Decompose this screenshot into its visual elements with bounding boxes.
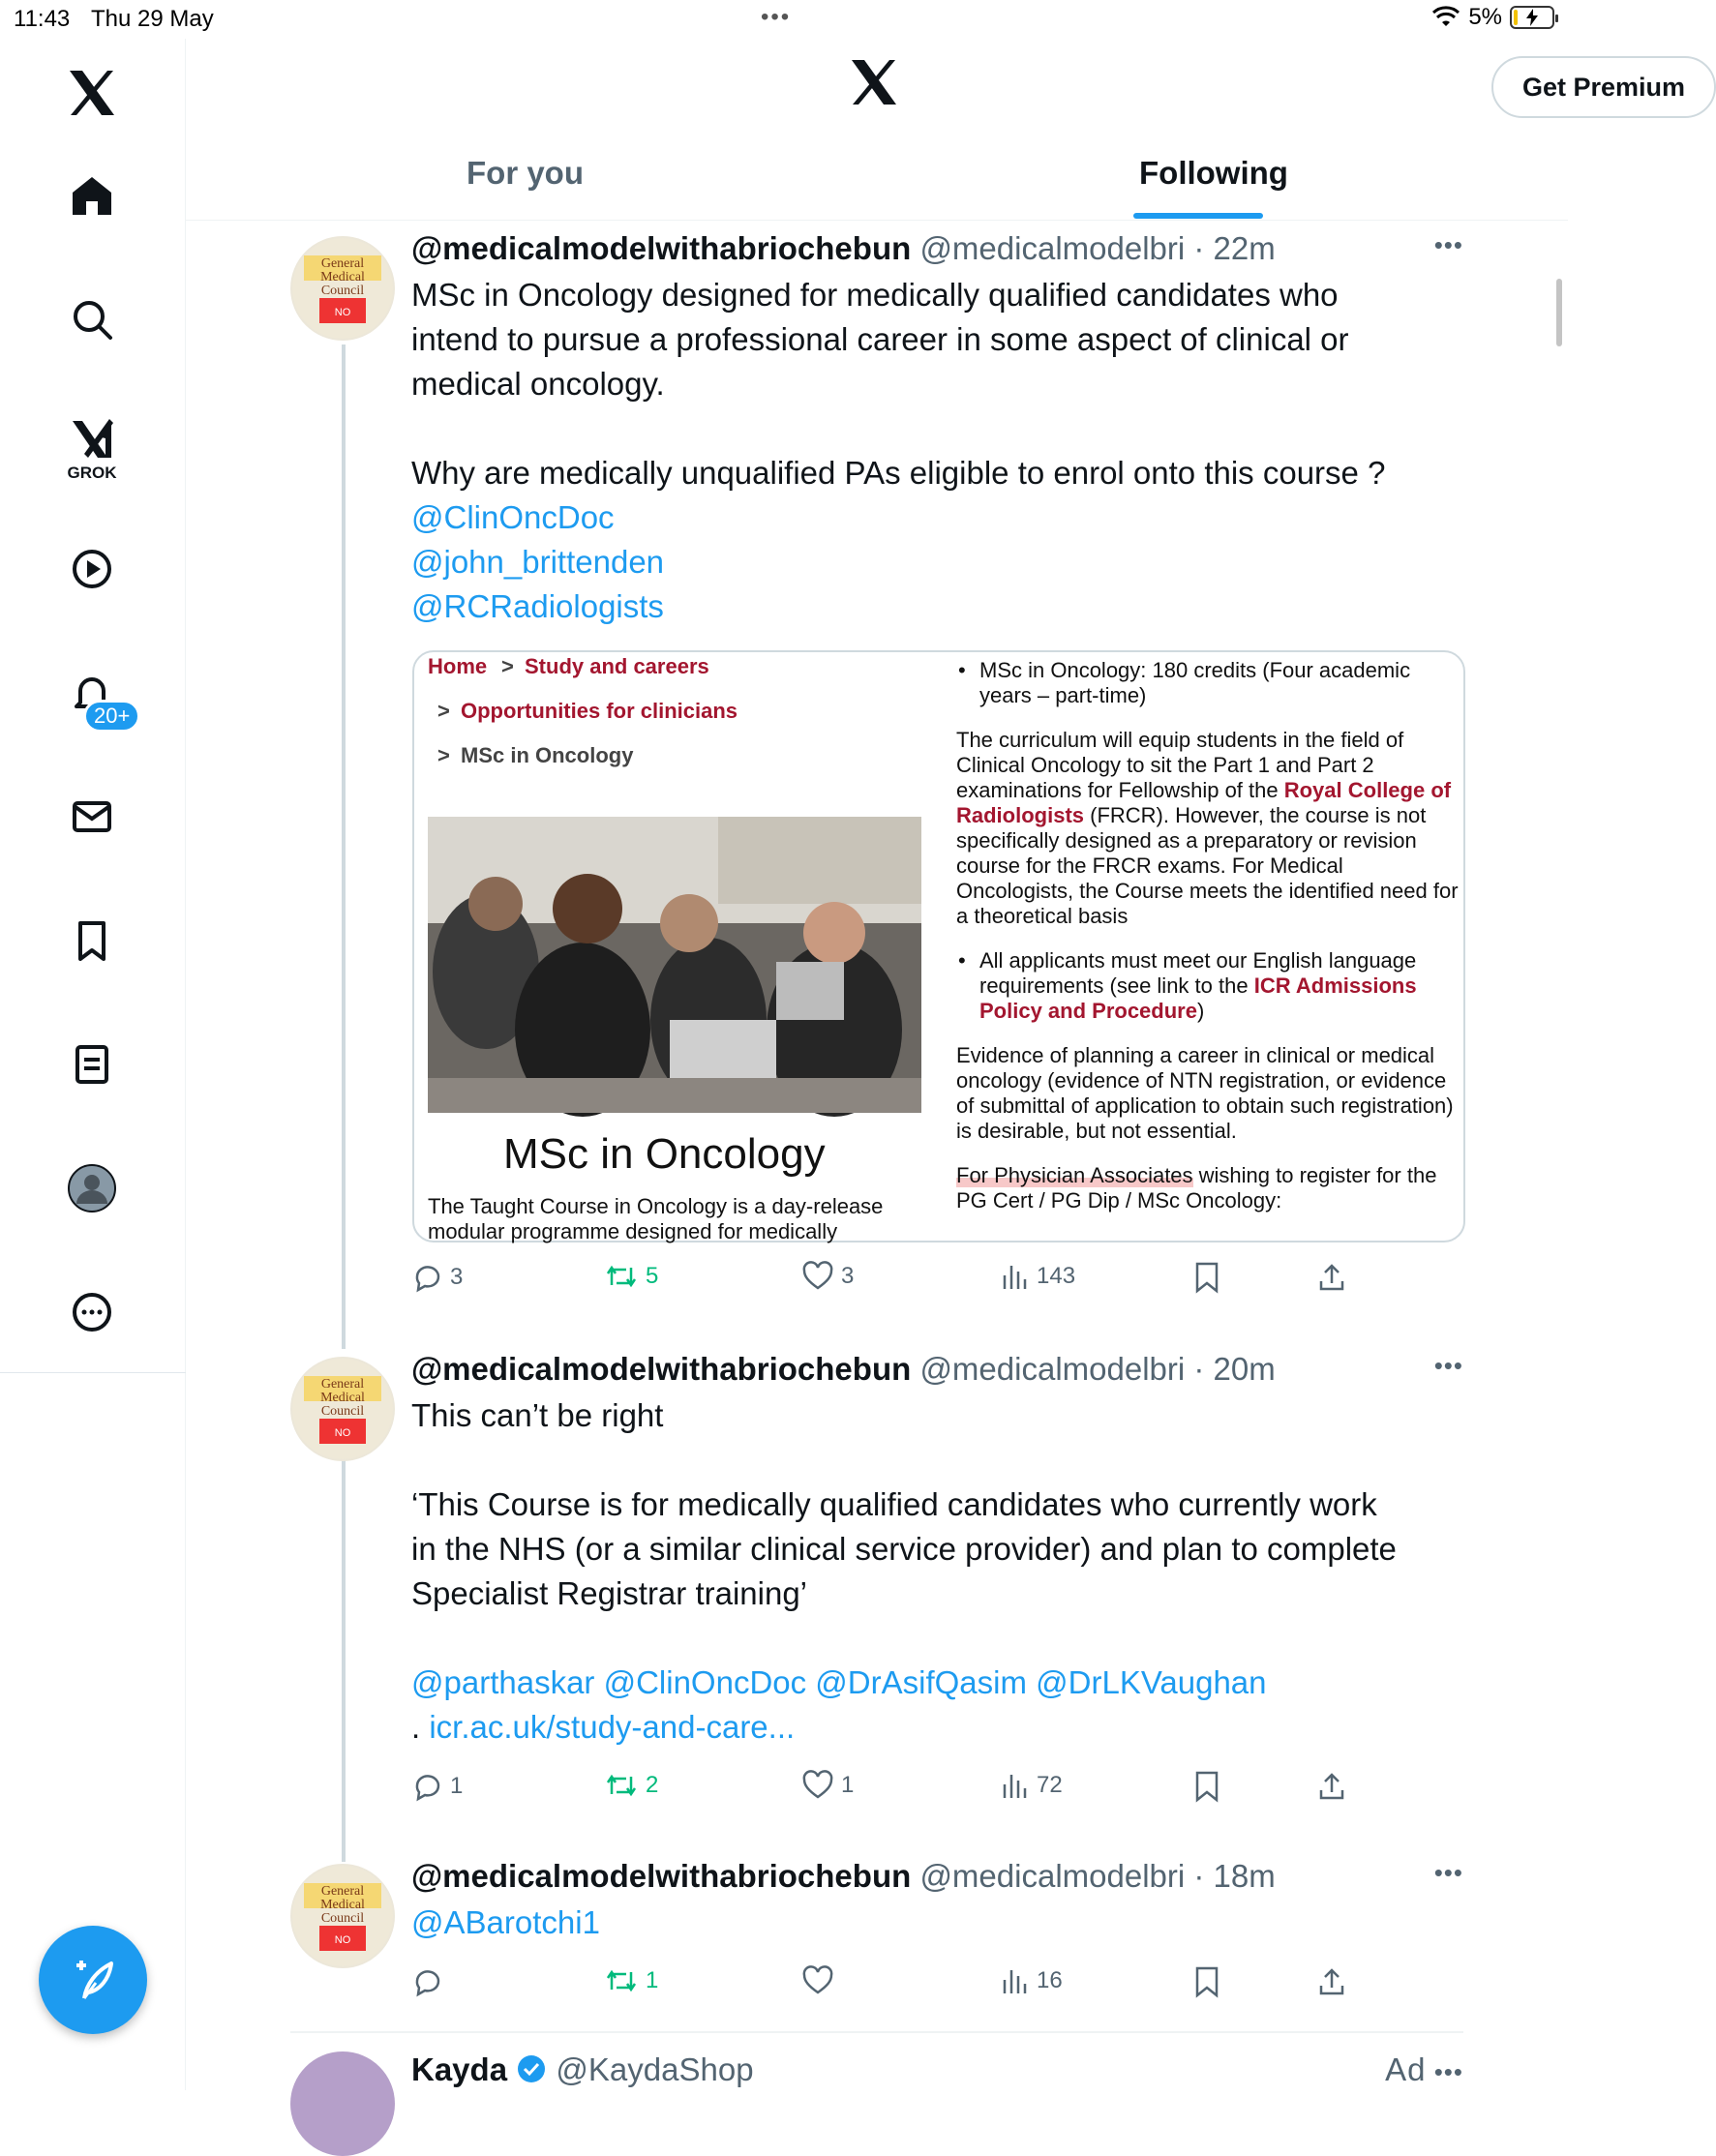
battery-icon	[1510, 6, 1554, 29]
compose-feather-icon	[69, 1956, 117, 2004]
heart-icon	[802, 1262, 833, 1291]
svg-text:NO: NO	[334, 1427, 351, 1439]
reply-icon	[411, 1771, 442, 1802]
status-right	[1431, 4, 1554, 31]
crumb-opportunities: Opportunities for clinicians	[461, 699, 738, 723]
get-premium-button[interactable]: Get Premium	[1491, 56, 1716, 118]
bookmark-button[interactable]	[1193, 1966, 1220, 1997]
ad-tweet[interactable]	[290, 2051, 1463, 2090]
views-button[interactable]: 16	[1000, 1966, 1063, 1995]
more-icon[interactable]	[61, 1281, 123, 1343]
messages-icon[interactable]	[61, 786, 123, 848]
reply-button[interactable]: 3	[411, 1262, 463, 1293]
status-bar	[0, 0, 1568, 39]
mention-line[interactable]: @parthaskar @ClinOncDoc @DrAsifQasim @DrLKVaughan	[411, 1664, 1267, 1700]
more-options-icon[interactable]: •••	[1433, 1858, 1463, 1887]
heart-icon	[802, 1966, 833, 1995]
verified-badge-icon	[516, 2053, 547, 2084]
bookmark-button[interactable]	[1193, 1771, 1220, 1802]
author-handle[interactable]: @medicalmodelbri	[919, 1351, 1186, 1387]
like-button[interactable]: 1	[802, 1771, 854, 1800]
share-icon	[1317, 1966, 1346, 1997]
bookmark-icon	[1193, 1771, 1220, 1802]
multitask-dots[interactable]: •••	[761, 4, 792, 30]
crumb-study: Study and careers	[525, 654, 709, 678]
more-options-icon[interactable]: •••	[1433, 230, 1463, 259]
search-icon[interactable]	[61, 288, 123, 350]
repost-icon	[605, 1262, 638, 1291]
tweet[interactable]	[290, 1351, 1463, 1835]
bookmark-button[interactable]	[1193, 1262, 1220, 1293]
status-time: 11:43	[14, 6, 71, 32]
notifications-badge: 20+	[83, 700, 140, 733]
tweet-divider	[290, 2031, 1463, 2033]
tab-following[interactable]: Following	[1139, 155, 1288, 191]
svg-text:NO: NO	[334, 307, 351, 318]
tweet[interactable]	[290, 1858, 1463, 1974]
media-paragraph: Evidence of planning a career in clinical or medical oncology (evidence of NTN registration, or evidence of submittal of application to obtain such registration) is desirable, but not essential.	[956, 1043, 1454, 1143]
tweet-text: This can’t be right ‘This Course is for medically qualified candidates who currently work in the NHS (or a similar clinical service provider) and plan to complete Specialist Registrar training’	[411, 1397, 1397, 1611]
repost-button[interactable]: 5	[605, 1262, 658, 1291]
svg-text:Medical: Medical	[320, 1391, 365, 1405]
mention-link[interactable]: @RCRadiologists	[411, 588, 664, 624]
svg-text:NO: NO	[334, 1934, 351, 1946]
tweet[interactable]	[290, 230, 1463, 666]
grok-nav[interactable]	[61, 406, 123, 494]
author-handle[interactable]: @medicalmodelbri	[919, 1858, 1186, 1894]
timeline-header	[186, 39, 1686, 221]
reply-icon	[411, 1262, 442, 1293]
x-logo-icon[interactable]	[61, 62, 123, 124]
crumb-msc: MSc in Oncology	[461, 743, 634, 767]
share-icon	[1317, 1771, 1346, 1802]
media-description: The Taught Course in Oncology is a day-release modular programme designed for medically	[428, 1194, 884, 1243]
repost-button[interactable]: 2	[605, 1771, 658, 1800]
author-name[interactable]: @medicalmodelwithabriochebun	[411, 230, 912, 266]
svg-text:Medical: Medical	[320, 270, 365, 284]
battery-percent: 5%	[1468, 4, 1502, 30]
more-options-icon[interactable]: •••	[1433, 1351, 1463, 1380]
tweet-header	[411, 230, 1276, 267]
ad-label: Ad	[1385, 2051, 1427, 2087]
like-button[interactable]	[802, 1966, 833, 1995]
reply-icon	[411, 1966, 442, 1997]
bookmarks-icon[interactable]	[61, 910, 123, 972]
tweet-header	[411, 2051, 754, 2088]
dot-separator: ·	[1185, 230, 1214, 266]
repost-button[interactable]: 1	[605, 1966, 658, 1995]
author-name[interactable]: @medicalmodelwithabriochebun	[411, 1858, 912, 1894]
bookmark-icon	[1193, 1262, 1220, 1293]
crumb-separator: >	[501, 654, 514, 678]
views-icon	[1000, 1262, 1029, 1291]
views-button[interactable]: 72	[1000, 1771, 1063, 1800]
author-name[interactable]: Kayda	[411, 2051, 508, 2087]
media-paragraph: The curriculum will equip students in the field of Clinical Oncology to sit the Part 1 and Part 2 examinations for Fellowship of the Royal College of Radiologists (FRCR). However, the course is not specifically designed as a preparatory or revision course for the FRCR exams. For Medical Oncologists, the Course meets the identified need for a theoretical basis	[956, 728, 1459, 928]
media-title: MSc in Oncology	[503, 1130, 826, 1178]
crumb-separator: >	[437, 699, 450, 723]
tweet-actions	[411, 1771, 1379, 1810]
dot-separator: ·	[1185, 1858, 1214, 1894]
media-bullet: • All applicants must meet our English language requirements (see link to the ICR Admissions Policy and Procedure)	[956, 948, 1460, 1024]
status-date: Thu 29 May	[91, 6, 214, 32]
compose-post-button[interactable]	[39, 1926, 147, 2034]
svg-text:Medical: Medical	[320, 1898, 365, 1912]
share-button[interactable]	[1317, 1771, 1346, 1802]
tweet-actions	[411, 1262, 1379, 1301]
tweet-time[interactable]: 18m	[1213, 1858, 1276, 1894]
tweet-header	[411, 1858, 1276, 1895]
views-icon	[1000, 1771, 1029, 1800]
like-button[interactable]: 3	[802, 1262, 854, 1291]
svg-text:General: General	[320, 1377, 365, 1392]
media-paragraph: For Physician Associates wishing to register for the PG Cert / PG Dip / MSc Oncology:	[956, 1163, 1437, 1213]
author-handle[interactable]: @KaydaShop	[556, 2051, 754, 2087]
wifi-icon	[1431, 6, 1460, 29]
tweet-text: MSc in Oncology designed for medically qualified candidates who intend to pursue a professional career in some aspect of clinical or medical oncology. Why are medically unqualified PAs eligible to enrol onto this course ?	[411, 277, 1386, 491]
scrollbar[interactable]	[1556, 279, 1562, 346]
media-bullet: • MSc in Oncology: 180 credits (Four academic years – part-time)	[956, 658, 1460, 708]
mention-link[interactable]: @ClinOncDoc	[411, 499, 615, 535]
tweet-actions	[411, 1966, 1379, 2005]
tweet-header	[411, 1351, 1276, 1388]
x-logo-header-icon	[850, 60, 898, 109]
bookmark-icon	[1193, 1966, 1220, 1997]
author-name[interactable]: @medicalmodelwithabriochebun	[411, 1351, 912, 1387]
link-line: . icr.ac.uk/study-and-care...	[411, 1709, 796, 1745]
grok-label: GROK	[67, 464, 117, 482]
profile-avatar-icon[interactable]	[61, 1157, 123, 1219]
heart-icon	[802, 1771, 833, 1800]
active-tab-indicator	[1133, 213, 1263, 219]
crumb-separator: >	[437, 743, 450, 767]
mention-link[interactable]: @ABarotchi1	[411, 1904, 600, 1940]
grok-icon	[69, 417, 115, 462]
sidebar	[0, 39, 186, 2090]
author-handle[interactable]: @medicalmodelbri	[919, 230, 1186, 266]
reply-button[interactable]: 1	[411, 1771, 463, 1802]
media-right-column	[956, 658, 1460, 1233]
video-icon[interactable]	[61, 538, 123, 600]
lists-icon[interactable]	[61, 1033, 123, 1095]
views-button[interactable]: 143	[1000, 1262, 1075, 1291]
tweet-media-image[interactable]	[412, 650, 1465, 1243]
share-button[interactable]	[1317, 1966, 1346, 1997]
classroom-photo	[428, 817, 921, 1113]
repost-icon	[605, 1771, 638, 1800]
sidebar-divider	[0, 1372, 186, 1373]
home-icon[interactable]	[61, 165, 123, 226]
svg-text:Council: Council	[320, 284, 365, 298]
crumb-home: Home	[428, 654, 488, 678]
ad-label-area[interactable]: Ad •••	[1385, 2051, 1463, 2087]
tweet-time[interactable]: 20m	[1213, 1351, 1276, 1387]
reply-button[interactable]	[411, 1966, 442, 1997]
dot-separator: ·	[1185, 1351, 1214, 1387]
mention-link[interactable]: @john_brittenden	[411, 544, 665, 580]
svg-text:Council: Council	[320, 1404, 365, 1419]
views-icon	[1000, 1966, 1029, 1995]
svg-text:Council: Council	[320, 1911, 365, 1926]
tab-for-you[interactable]: For you	[467, 155, 584, 191]
svg-text:General: General	[320, 1884, 365, 1899]
repost-icon	[605, 1966, 638, 1995]
share-icon	[1317, 1262, 1346, 1293]
share-button[interactable]	[1317, 1262, 1346, 1293]
tweet-time[interactable]: 22m	[1213, 230, 1276, 266]
external-link[interactable]: icr.ac.uk/study-and-care...	[429, 1709, 796, 1745]
svg-text:General: General	[320, 256, 365, 271]
